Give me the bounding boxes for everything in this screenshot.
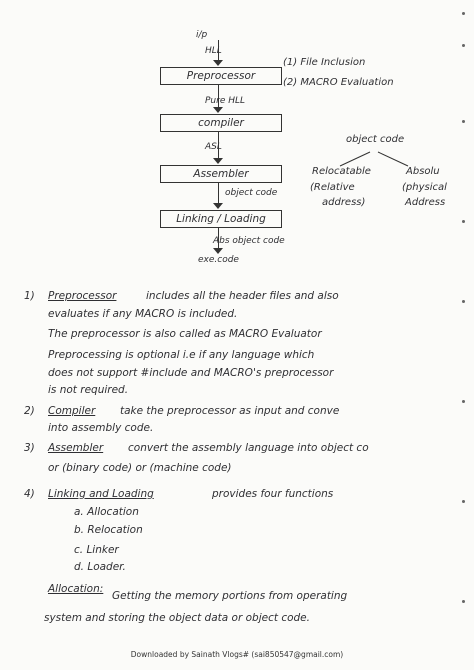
abs-object-code-label: Abs object code: [213, 236, 285, 246]
note-2-line: take the preprocessor as input and conve: [120, 405, 340, 417]
pure-hll-label: Pure HLL: [205, 96, 246, 106]
binding-dot: [462, 400, 465, 403]
note-2-heading: Compiler: [48, 405, 96, 417]
binding-dot: [462, 600, 465, 603]
input-label: i/p: [196, 30, 208, 40]
allocation-line: system and storing the object data or object code.: [44, 612, 310, 624]
note-4-heading: Linking and Loading: [48, 488, 154, 500]
binding-dot: [462, 300, 465, 303]
binding-dot: [462, 12, 465, 15]
note-1-line: includes all the header files and also: [146, 290, 339, 302]
linking-loading-box: Linking / Loading: [160, 210, 282, 228]
note-1-number: 1): [24, 290, 35, 302]
note-1-line: The preprocessor is also called as MACRO Evaluator: [48, 328, 322, 340]
note-1-line: evaluates if any MACRO is included.: [48, 308, 238, 320]
absolute-label: Absolu: [406, 166, 440, 177]
binding-dot: [462, 120, 465, 123]
note-1-line: Preprocessing is optional i.e if any language which: [48, 349, 315, 361]
address-label: address): [322, 197, 366, 208]
list-item-linker: c. Linker: [74, 544, 119, 556]
arrow-line: [218, 183, 219, 205]
note-4-line: provides four functions: [212, 488, 334, 500]
allocation-heading: Allocation:: [48, 583, 104, 595]
arrow-head: [213, 158, 223, 164]
download-footer: Downloaded by Sainath Vlogs# (sai850547@gmail.com): [130, 650, 344, 659]
arrow-head: [213, 60, 223, 66]
note-2-line: into assembly code.: [48, 422, 154, 434]
note-1-line: does not support #include and MACRO's preprocessor: [48, 367, 334, 379]
note-file-inclusion: (1) File Inclusion: [283, 57, 366, 68]
object-code-label: object code: [225, 188, 278, 198]
allocation-line: Getting the memory portions from operating: [112, 590, 348, 602]
preprocessor-box: Preprocessor: [160, 67, 282, 85]
object-code-root: object code: [346, 134, 405, 145]
list-item-loader: d. Loader.: [74, 561, 126, 573]
note-2-number: 2): [24, 405, 35, 417]
compiler-box: compiler: [160, 114, 282, 132]
binding-dot: [462, 500, 465, 503]
exe-code-label: exe.code: [198, 255, 239, 265]
relocatable-label: Relocatable: [312, 166, 371, 177]
assembler-box: Assembler: [160, 165, 282, 183]
note-3-number: 3): [24, 442, 35, 454]
note-1-line: is not required.: [48, 384, 129, 396]
note-4-number: 4): [24, 488, 35, 500]
binding-dot: [462, 220, 465, 223]
list-item-allocation: a. Allocation: [74, 506, 139, 518]
binding-dot: [462, 44, 465, 47]
physical-label: (physical: [402, 182, 447, 193]
arrow-head: [213, 107, 223, 113]
note-3-line: convert the assembly language into object co: [128, 442, 369, 454]
arrow-head: [213, 248, 223, 254]
note-3-line: or (binary code) or (machine code): [48, 462, 232, 474]
hll-label: HLL: [205, 46, 222, 56]
arrow-head: [213, 203, 223, 209]
list-item-relocation: b. Relocation: [74, 524, 143, 536]
physical-address-label: Address: [405, 197, 446, 208]
note-3-heading: Assembler: [48, 442, 104, 454]
relative-label: (Relative: [310, 182, 355, 193]
note-1-heading: Preprocessor: [48, 290, 117, 302]
asl-label: ASL: [205, 142, 222, 152]
note-macro-evaluation: (2) MACRO Evaluation: [283, 77, 394, 88]
